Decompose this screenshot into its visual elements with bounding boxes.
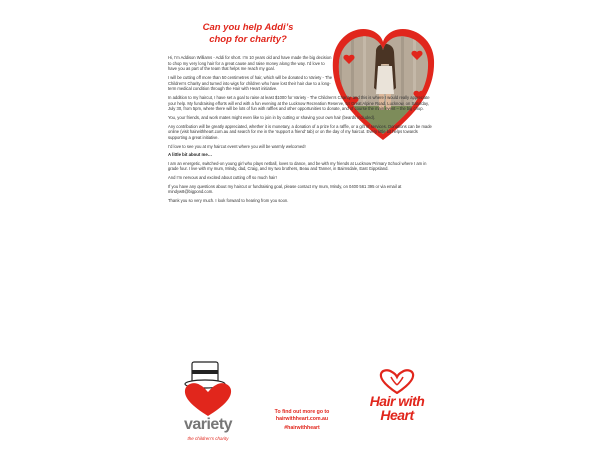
- hwh-line-2: Heart: [380, 407, 414, 423]
- cta-website-link[interactable]: hairwithheart.com.au: [275, 416, 329, 422]
- variety-wordmark: variety: [183, 416, 233, 433]
- variety-logo: [168, 360, 248, 442]
- nervous-paragraph: And I’m nervous and excited about cutting off so much hair!: [168, 174, 277, 180]
- fundraising-paragraph: In addition to my haircut, I have set a goal to raise at least $1000 for Variety - The Children’s Charity, and this is where I would really appreciate your help. My fundraising efforts will end with a fun evening at the Lucknow Recreation Reserve, 64 Great Alpine Road, Lucknow, on Saturday, July 30, from 5pm, where there will be lots of fun with raffles and other opportunities to donate, and of course the main event – the big chop.: [168, 94, 430, 112]
- variety-tagline: the children’s charity: [187, 436, 229, 441]
- title-line-1: Can you help Addi’s: [202, 22, 294, 33]
- join-in-paragraph: You, your friends, and work mates might even like to join in by cutting or shaving your own hair (beards included).: [168, 114, 376, 120]
- flyer-body: [168, 55, 436, 207]
- cta-hashtag: #hairwithheart: [284, 425, 320, 431]
- hair-with-heart-logo: [358, 368, 436, 442]
- haircut-paragraph: I will be cutting off more than 50 centimetres of hair, which will be donated to Variety - The Children’s Charity and turned into wigs for children who have lost their hair due to a long-term medical condition through the Hair with Heart initiative.: [168, 74, 333, 92]
- contact-paragraph: If you have any questions about my haircut or fundraising goal, please contact my mum, Mindy, on 0400 561 395 or via email at mindyw8@bigpond.com.: [168, 183, 402, 195]
- thanks-paragraph: Thank you so very much. I look forward to hearing from you soon.: [168, 198, 289, 204]
- flyer-footer: [168, 360, 436, 442]
- flyer-page: [168, 14, 436, 442]
- call-to-action: [250, 409, 354, 432]
- contribution-paragraph: Any contribution will be greatly appreciated, whether it is monetary, a donation of a prize for a raffle, or a gift of services. Donations can be made online (visit hairwithheart.com.au and search for me in the ‘support a friend’ tab) or on the day of my haircut. Every little bit helps towards supporting a great initiative.: [168, 123, 432, 140]
- flyer-title: [168, 22, 328, 46]
- invite-paragraph: I’d love to see you at my haircut event where you will be warmly welcomed!: [168, 143, 306, 149]
- cta-line-1: To find out more go to: [274, 409, 330, 415]
- about-heading: A little bit about me…: [168, 152, 213, 158]
- about-paragraph: I am an energetic, switched-on young girl who plays netball, loves to dance, and be with my friends at Lucknow Primary School where I am in grade four. I live with my mum, Mindy, dad, Craig, and my two brothers, Beau and Tanner, in Bairnsdale, East Gippsland.: [168, 160, 427, 172]
- hair-with-heart-wordmark: [358, 394, 436, 422]
- hwh-line-1: Hair with: [369, 393, 425, 409]
- variety-heart-hat-icon: [168, 360, 248, 418]
- hair-with-heart-icon: [358, 368, 436, 394]
- intro-paragraph: Hi, I’m Addison Williams - Addi for short. I’m 10 years old and have made the big decision to chop my very long hair for a great cause and raise money along the way. I’d love to have you as part of the team that helps me reach my goal.: [168, 55, 332, 72]
- title-line-2: chop for charity?: [209, 34, 287, 45]
